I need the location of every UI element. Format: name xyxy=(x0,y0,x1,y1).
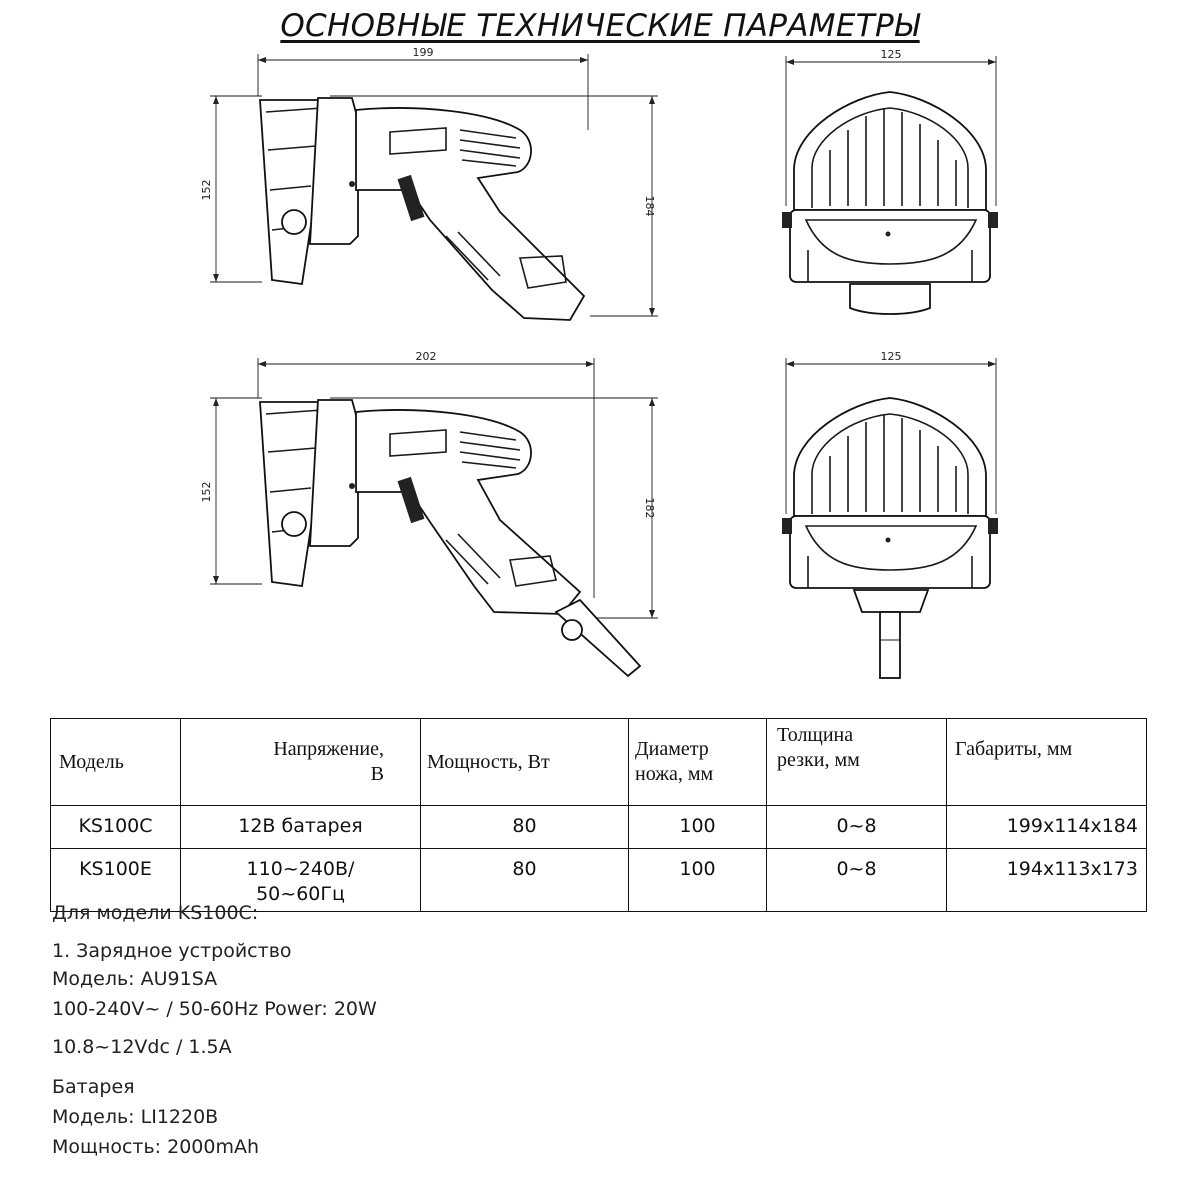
cell-power: 80 xyxy=(421,806,629,849)
spec-table xyxy=(50,718,1147,912)
battery-model: Модель: LI1220B xyxy=(52,1106,219,1128)
page-title: ОСНОВНЫЕ ТЕХНИЧЕСКИЕ ПАРАМЕТРЫ xyxy=(280,8,920,44)
cell-model: KS100C xyxy=(51,806,181,849)
cell-thickness: 0~8 xyxy=(767,849,947,912)
header-voltage: Напряжение, В xyxy=(181,719,421,806)
charger-input: 100-240V~ / 50-60Hz Power: 20W xyxy=(52,998,377,1020)
front-view-corded xyxy=(782,350,998,678)
header-model: Модель xyxy=(51,719,181,806)
dim-blade-height-bottom: 152 xyxy=(200,481,213,503)
header-dimensions: Габариты, мм xyxy=(947,719,1147,806)
cell-voltage: 110~240В/ 50~60Гц xyxy=(181,849,421,912)
dim-width-top: 199 xyxy=(412,46,434,59)
side-view-corded xyxy=(200,350,658,676)
charger-model: Модель: AU91SA xyxy=(52,968,218,990)
dim-front-width-bottom: 125 xyxy=(880,350,902,363)
side-view-cordless xyxy=(200,46,658,320)
dim-total-height-top: 184 xyxy=(643,195,656,217)
cell-power: 80 xyxy=(421,849,629,912)
dim-blade-height-top: 152 xyxy=(200,179,213,201)
cell-diameter: 100 xyxy=(629,806,767,849)
table-header-row xyxy=(51,719,1147,806)
cell-diameter: 100 xyxy=(629,849,767,912)
cell-dimensions: 194x113x173 xyxy=(947,849,1147,912)
front-view-cordless xyxy=(782,48,998,314)
battery-title: Батарея xyxy=(52,1076,135,1098)
dim-total-height-bottom: 182 xyxy=(643,497,656,519)
charger-title: 1. Зарядное устройство xyxy=(52,940,292,962)
notes-heading: Для модели KS100C: xyxy=(52,902,259,924)
cell-voltage: 12В батарея xyxy=(181,806,421,849)
cell-model: KS100E xyxy=(51,849,181,912)
cell-thickness: 0~8 xyxy=(767,806,947,849)
dim-front-width-top: 125 xyxy=(880,48,902,61)
table-row xyxy=(51,806,1147,849)
header-thickness: Толщина резки, мм xyxy=(767,719,947,806)
charger-output: 10.8~12Vdc / 1.5A xyxy=(52,1036,232,1058)
header-diameter: Диаметр ножа, мм xyxy=(629,719,767,806)
header-power: Мощность, Вт xyxy=(421,719,629,806)
cell-dimensions: 199x114x184 xyxy=(947,806,1147,849)
battery-capacity: Мощность: 2000mAh xyxy=(52,1136,260,1158)
dim-width-bottom: 202 xyxy=(415,350,437,363)
